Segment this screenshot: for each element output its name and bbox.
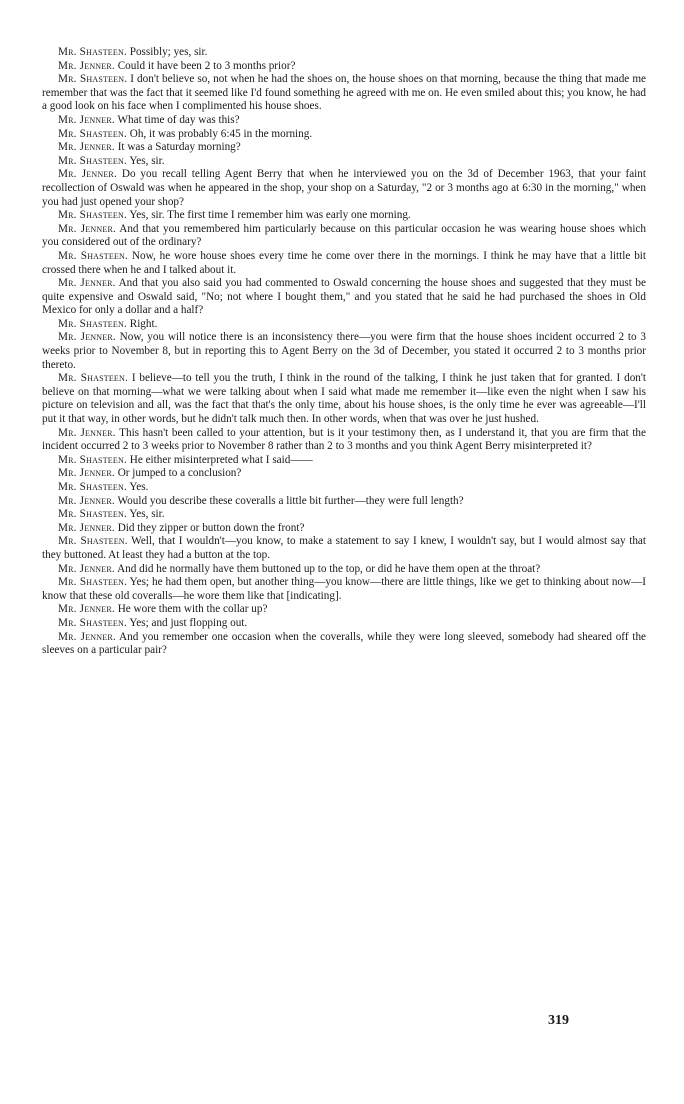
speaker-name: Mr. Jenner. [58, 331, 116, 344]
testimony-paragraph [42, 427, 646, 454]
testimony-paragraph [42, 277, 646, 318]
testimony-text: And did he normally have them buttoned up to the top, or did he have them open at the throat? [114, 562, 541, 575]
transcript-body [42, 46, 646, 658]
page-number: 319 [548, 1013, 569, 1028]
testimony-paragraph [42, 128, 646, 142]
testimony-text: Yes; he had them open, but another thing—you know—there are little things, like we get to thinking about now—I know that these old coveralls—he wore them like that [indicating]. [42, 576, 646, 602]
testimony-paragraph [42, 331, 646, 372]
testimony-paragraph [42, 141, 646, 155]
testimony-text: He either misinterpreted what I said—— [126, 453, 313, 466]
speaker-name: Mr. Shasteen. [58, 616, 127, 629]
speaker-name: Mr. Shasteen. [58, 317, 127, 330]
speaker-name: Mr. Shasteen. [58, 508, 127, 521]
testimony-paragraph [42, 631, 646, 658]
testimony-paragraph [42, 223, 646, 250]
speaker-name: Mr. Jenner. [58, 426, 116, 439]
testimony-paragraph [42, 563, 646, 577]
testimony-text: Would you describe these coveralls a little bit further—they were full length? [114, 494, 464, 507]
testimony-paragraph [42, 467, 646, 481]
speaker-name: Mr. Shasteen. [58, 481, 127, 493]
testimony-text: I don't believe so, not when he had the shoes on, the house shoes on that morning, because the thing that made me remember that was the fact that it seemed like I'd found something he agreed with me on. He even smiled about this; you know, he had a good look on his face when I complimented his house shoes. [42, 73, 647, 113]
speaker-name: Mr. Shasteen. [58, 535, 128, 548]
testimony-text: Possibly; yes, sir. [126, 46, 208, 58]
speaker-name: Mr. Jenner. [58, 277, 116, 290]
speaker-name: Mr. Jenner. [58, 222, 116, 235]
testimony-paragraph [42, 617, 646, 631]
testimony-text: He wore them with the collar up? [114, 603, 268, 616]
speaker-name: Mr. Shasteen. [58, 453, 127, 466]
testimony-paragraph [42, 535, 646, 562]
testimony-text: Yes; and just flopping out. [126, 616, 248, 629]
testimony-text: Now, you will notice there is an inconsistency there—you were firm that the house shoes incident occurred 2 to 3 weeks prior to November 8, but in reporting this to Agent Berry on the 3d of December, you stated it occurred 2 to 3 months prior thereto. [42, 331, 646, 371]
testimony-text: I believe—to tell you the truth, I think in the round of the talking, I think he just taken that for granted. I don't believe on that morning—what we were talking about when I said what made me remember it—like even the night when I saw his picture on television and all, was the fact that that's the only time, about his house shoes, is the only time he ever was agreeable—I'll put it that way, in other words, but he didn't talk much then. In other words, when that was over he just hushed. [42, 372, 647, 426]
testimony-paragraph [42, 522, 646, 536]
speaker-name: Mr. Shasteen. [58, 127, 127, 140]
speaker-name: Mr. Jenner. [58, 467, 115, 480]
testimony-text: And you remember one occasion when the coveralls, while they were long sleeved, somebody had sheared off the sleeves on a particular pair? [42, 630, 646, 657]
speaker-name: Mr. Jenner. [58, 113, 115, 126]
testimony-paragraph [42, 209, 646, 223]
speaker-name: Mr. Shasteen. [58, 209, 127, 222]
testimony-text: And that you also said you had commented to Oswald concerning the house shoes and suggested that they must be quite expensive and Oswald said, "No; not where I bought them," and you stated that he said he had purchased the shoes in Old Mexico for only a dollar and a half? [42, 277, 646, 317]
speaker-name: Mr. Jenner. [58, 630, 116, 643]
testimony-text: Did they zipper or button down the front? [114, 521, 305, 534]
testimony-paragraph [42, 250, 646, 277]
testimony-paragraph [42, 508, 646, 522]
testimony-paragraph [42, 46, 646, 60]
testimony-text: Now, he wore house shoes every time he come over there in the mornings. I think he may have that a little bit crossed there when he and I talked about it. [42, 249, 647, 276]
testimony-paragraph [42, 73, 646, 114]
testimony-paragraph [42, 576, 646, 603]
testimony-paragraph [42, 60, 646, 74]
speaker-name: Mr. Shasteen. [58, 46, 127, 58]
testimony-paragraph [42, 168, 646, 209]
speaker-name: Mr. Shasteen. [58, 249, 129, 262]
testimony-text: Yes, sir. The first time I remember him was early one morning. [126, 209, 411, 222]
speaker-name: Mr. Jenner. [58, 494, 115, 507]
testimony-paragraph [42, 454, 646, 468]
testimony-text: Right. [126, 317, 158, 330]
testimony-text: Yes, sir. [126, 508, 165, 521]
testimony-paragraph [42, 155, 646, 169]
speaker-name: Mr. Jenner. [58, 562, 115, 575]
testimony-text: Oh, it was probably 6:45 in the morning. [126, 127, 313, 140]
testimony-text: And that you remembered him particularly because on this particular occasion he was wearing house shoes which you considered out of the ordinary? [42, 222, 646, 249]
speaker-name: Mr. Shasteen. [58, 372, 128, 385]
testimony-text: It was a Saturday morning? [114, 141, 241, 154]
testimony-text: Yes. [126, 481, 149, 493]
testimony-paragraph [42, 114, 646, 128]
speaker-name: Mr. Jenner. [58, 603, 115, 616]
speaker-name: Mr. Shasteen. [58, 73, 128, 86]
testimony-paragraph [42, 372, 646, 426]
testimony-text: Do you recall telling Agent Berry that when he interviewed you on the 3d of December 1963, that your faint recollection of Oswald was when he appeared in the shop, your shop on a Saturday, "2 or 3 months ago at 6:30 in the morning," when you had just opened your shop? [42, 168, 646, 208]
testimony-text: Yes, sir. [126, 154, 165, 167]
speaker-name: Mr. Jenner. [58, 59, 115, 72]
testimony-text: Could it have been 2 to 3 months prior? [114, 59, 296, 72]
speaker-name: Mr. Jenner. [58, 141, 115, 154]
testimony-text: Or jumped to a conclusion? [114, 467, 242, 480]
speaker-name: Mr. Shasteen. [58, 576, 128, 589]
speaker-name: Mr. Shasteen. [58, 154, 127, 167]
speaker-name: Mr. Jenner. [58, 521, 115, 534]
testimony-text: What time of day was this? [114, 113, 240, 126]
testimony-text: Well, that I wouldn't—you know, to make a statement to say I knew, I wouldn't say, but I would almost say that they buttoned. At least they had a button at the top. [42, 535, 646, 561]
testimony-paragraph [42, 603, 646, 617]
testimony-paragraph [42, 481, 646, 495]
testimony-paragraph [42, 495, 646, 509]
speaker-name: Mr. Jenner. [58, 168, 117, 181]
testimony-text: This hasn't been called to your attention, but is it your testimony then, as I understand it, that you are firm that the incident occurred 2 to 3 weeks prior to November 8 rather than 2 to 3 months and you think Agent Berry misinterpreted it? [42, 426, 646, 453]
testimony-paragraph [42, 318, 646, 332]
